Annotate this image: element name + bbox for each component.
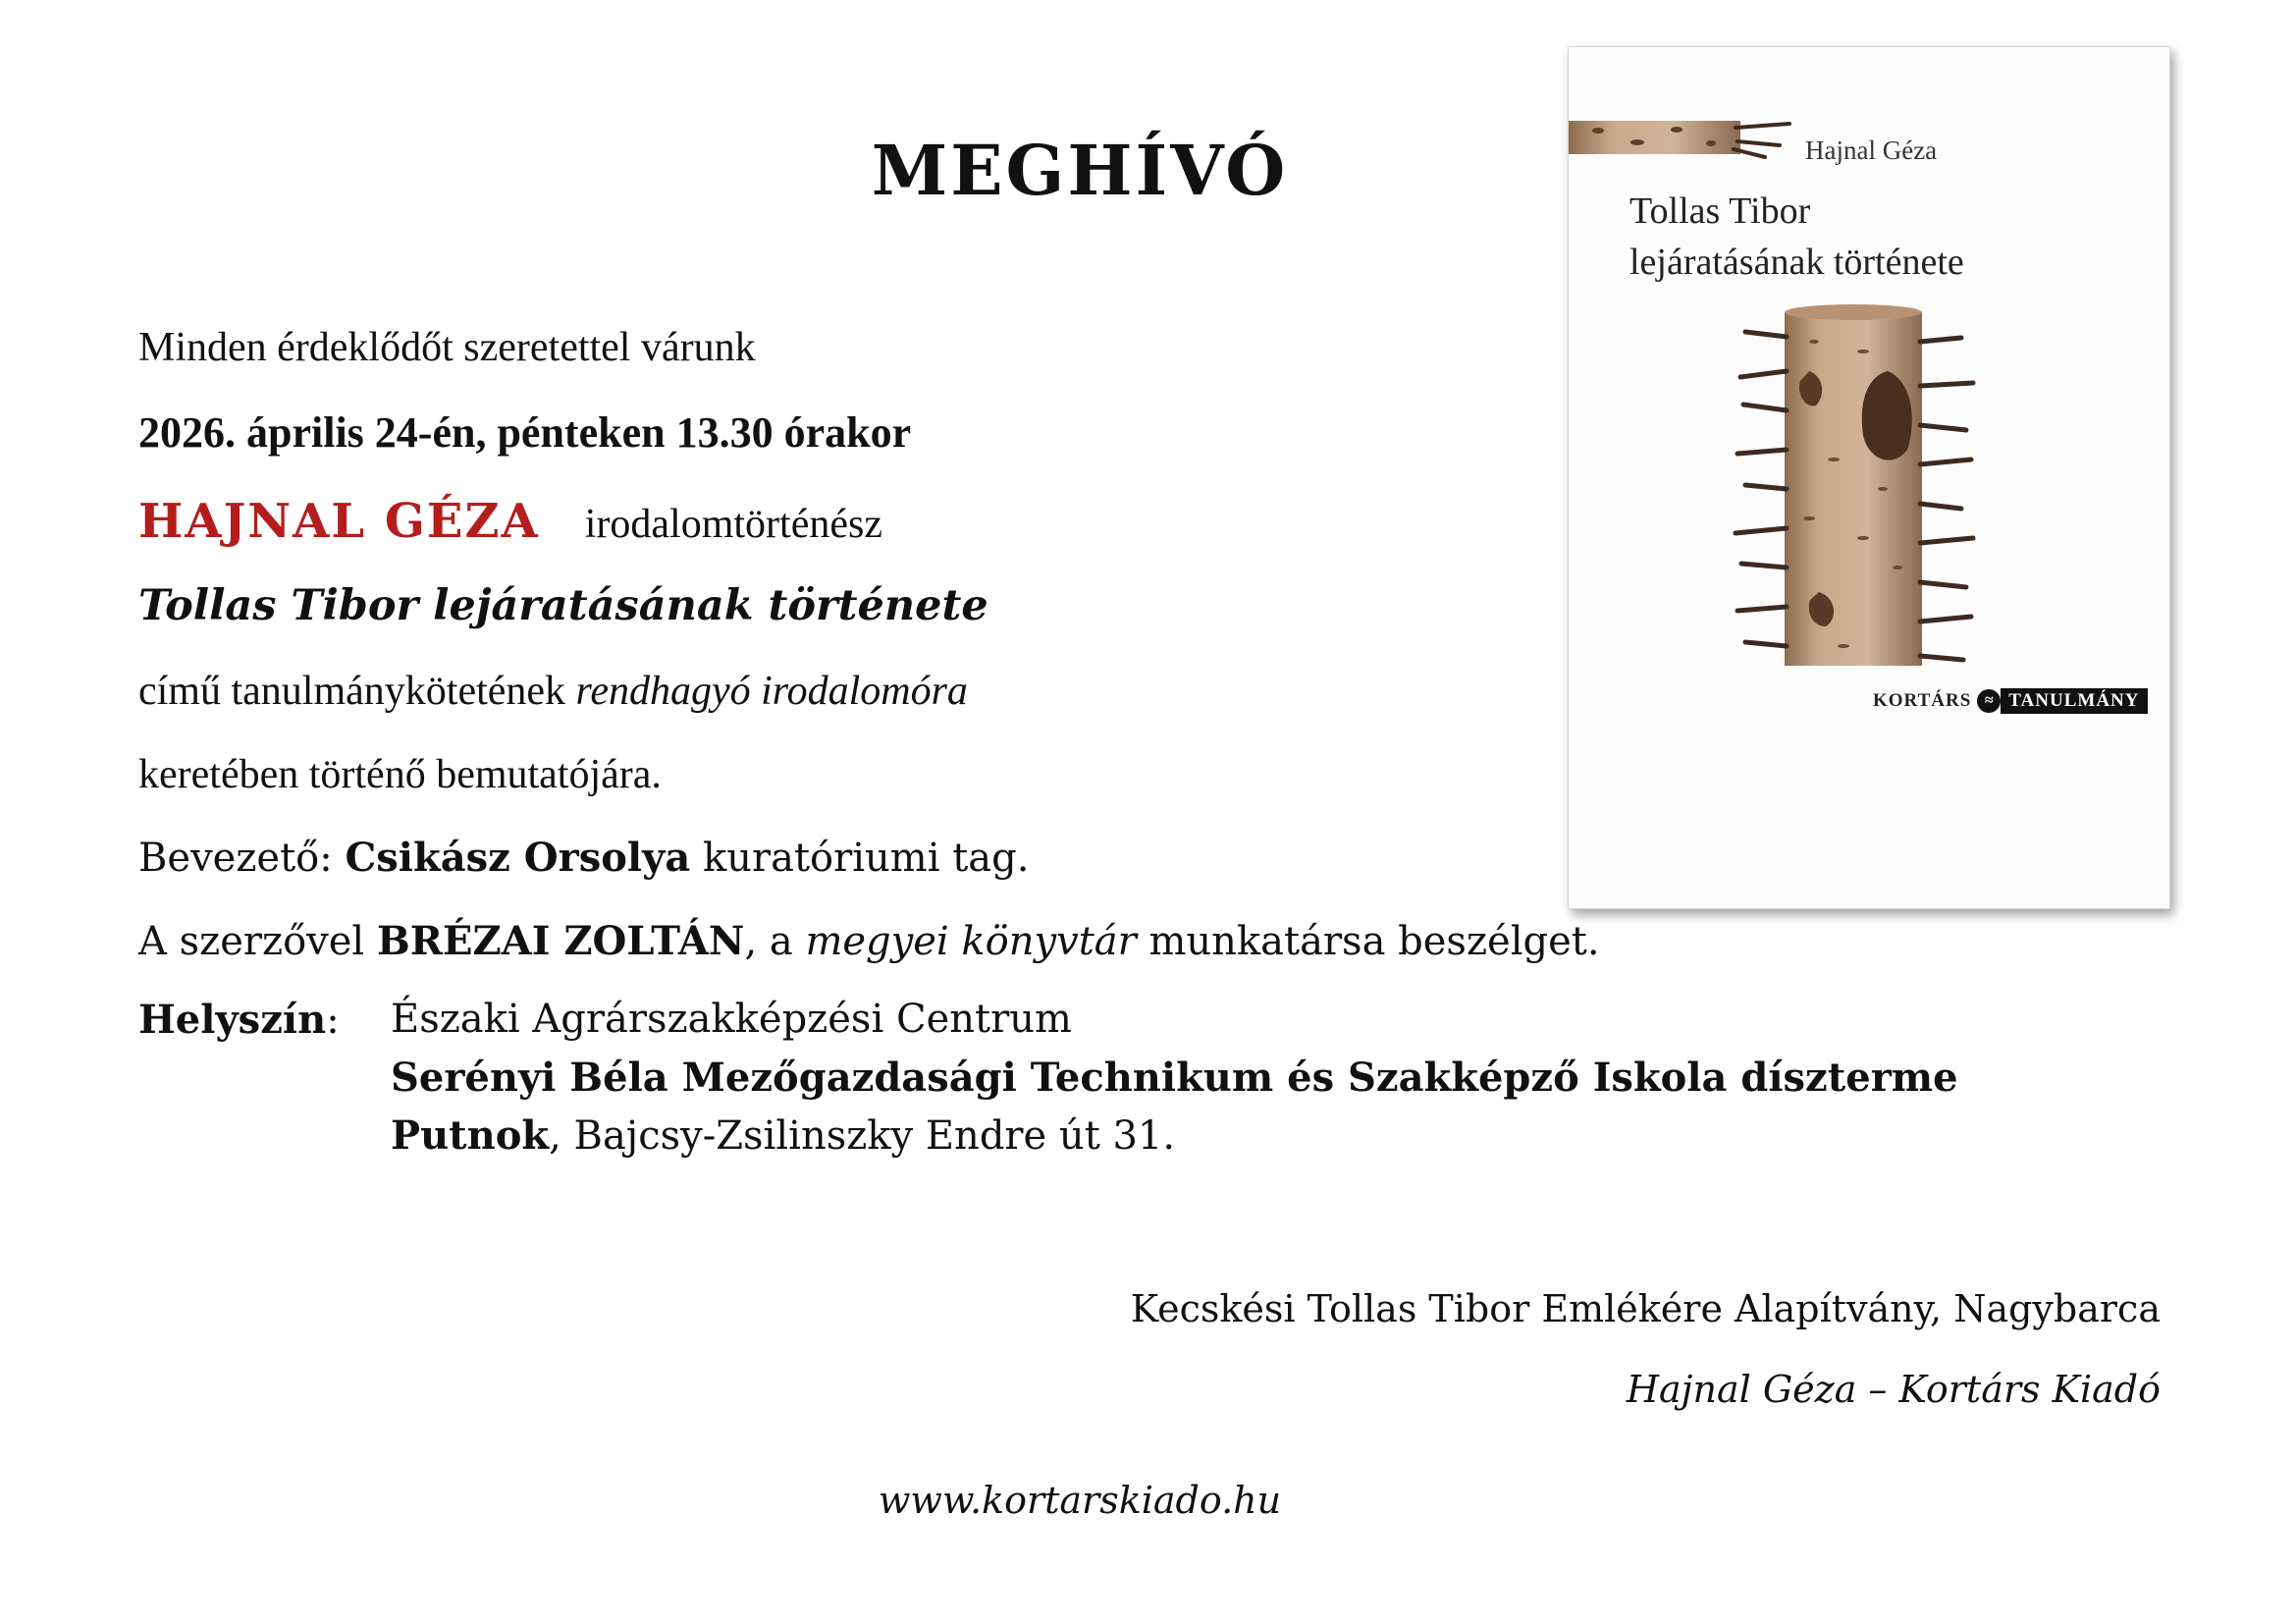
cover-artwork bbox=[1569, 47, 2169, 908]
cover-title bbox=[1629, 186, 1964, 288]
description-italic: rendhagyó irodalomóra bbox=[575, 669, 968, 714]
cover-author: Hajnal Géza bbox=[1805, 135, 1938, 165]
intro-line bbox=[138, 835, 1029, 881]
kortars-logo-icon: ≈ bbox=[1977, 689, 2001, 713]
venue-street: , Bajcsy-Zsilinszky Endre út 31. bbox=[549, 1113, 1176, 1159]
talk-line bbox=[138, 918, 1600, 964]
publisher: Hajnal Géza – Kortárs Kiadó bbox=[1626, 1368, 2161, 1411]
author-line bbox=[138, 494, 882, 549]
organizer: Kecskési Tollas Tibor Emlékére Alapítvány, Nagybarca bbox=[1130, 1287, 2161, 1330]
venue-label-text: Helyszín bbox=[138, 997, 327, 1043]
cover-branch-strip bbox=[1569, 121, 1740, 154]
talk-name: BRÉZAI ZOLTÁN bbox=[376, 918, 745, 964]
cover-title-line-1: Tollas Tibor bbox=[1629, 190, 1811, 232]
venue-city: Putnok bbox=[391, 1112, 550, 1159]
intro-label: Bevezető: bbox=[138, 836, 346, 881]
event-datetime: 2026. április 24-én, pénteken 13.30 órakor bbox=[138, 408, 912, 457]
author-role: irodalomtörténész bbox=[584, 502, 882, 547]
venue-label-colon: : bbox=[326, 998, 340, 1043]
talk-prefix: A szerzővel bbox=[138, 919, 377, 964]
page-title: MEGHÍVÓ bbox=[871, 130, 1289, 211]
venue-line-2: Serényi Béla Mezőgazdasági Technikum és Szakképző Iskola díszterme bbox=[391, 1055, 1958, 1101]
venue-label bbox=[138, 997, 340, 1043]
cover-publisher: KORTÁRS bbox=[1873, 690, 1972, 711]
talk-mid: , a bbox=[744, 919, 806, 964]
author-name: HAJNAL GÉZA bbox=[138, 494, 540, 549]
cover-series: TANULMÁNY bbox=[2001, 688, 2147, 714]
description-line bbox=[138, 668, 968, 715]
website-link[interactable]: www.kortarskiado.hu bbox=[878, 1479, 1282, 1522]
book-title: Tollas Tibor lejáratásának története bbox=[138, 581, 988, 630]
cover-publisher-logo bbox=[1873, 688, 2148, 714]
book-cover bbox=[1568, 46, 2170, 909]
cover-trunk bbox=[1785, 312, 1922, 666]
venue-line-1: Északi Agrárszakképzési Centrum bbox=[391, 997, 1072, 1042]
invite-greeting: Minden érdeklődőt szeretettel várunk bbox=[138, 325, 756, 370]
venue-address bbox=[391, 1112, 1175, 1159]
description-prefix: című tanulmánykötetének bbox=[138, 669, 576, 714]
cover-title-line-2: lejáratásának története bbox=[1629, 242, 1964, 283]
intro-role: kuratóriumi tag. bbox=[690, 836, 1030, 881]
talk-italic: megyei könyvtár bbox=[805, 919, 1137, 964]
talk-suffix: munkatársa beszélget. bbox=[1136, 919, 1600, 964]
intro-name: Csikász Orsolya bbox=[345, 835, 691, 881]
description-line-2: keretében történő bemutatójára. bbox=[138, 752, 662, 797]
